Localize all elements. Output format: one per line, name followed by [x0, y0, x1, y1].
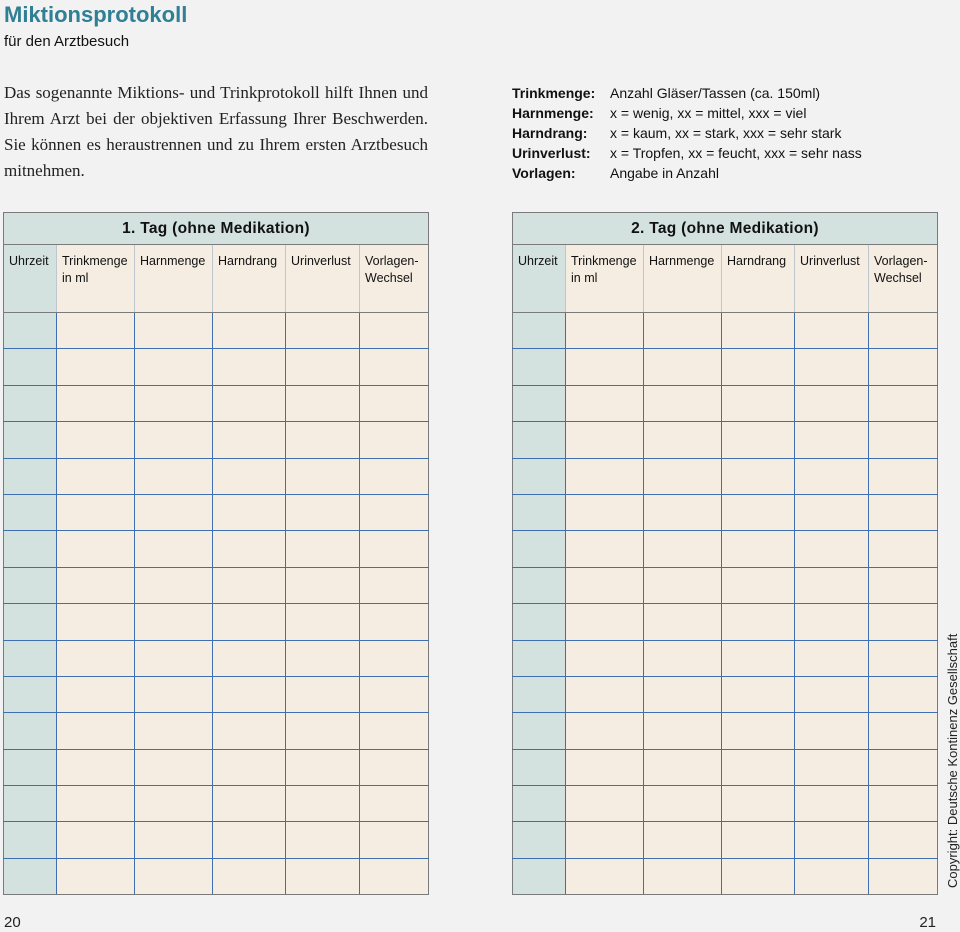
entry-cell[interactable] — [722, 749, 795, 785]
entry-cell[interactable] — [360, 640, 429, 676]
table-row — [4, 567, 429, 603]
entry-cell[interactable] — [644, 786, 722, 822]
entry-cell[interactable] — [360, 749, 429, 785]
entry-cell[interactable] — [286, 458, 360, 494]
entry-cell[interactable] — [135, 313, 213, 349]
entry-cell[interactable] — [644, 822, 722, 858]
entry-cell[interactable] — [360, 531, 429, 567]
entry-cell[interactable] — [513, 385, 566, 421]
entry-cell[interactable] — [360, 494, 429, 530]
entry-cell[interactable] — [135, 858, 213, 894]
legend — [512, 83, 862, 183]
entry-cell[interactable] — [795, 422, 869, 458]
entry-cell[interactable] — [513, 604, 566, 640]
legend-row — [512, 123, 862, 143]
entry-cell[interactable] — [4, 494, 57, 530]
column-header-line-1: Urinverlust — [800, 254, 860, 268]
entry-cell[interactable] — [286, 567, 360, 603]
protocol-table-day-2 — [512, 212, 938, 895]
legend-row — [512, 143, 862, 163]
table-title: 2. Tag (ohne Medikation) — [513, 213, 938, 245]
entry-cell[interactable] — [4, 822, 57, 858]
entry-cell[interactable] — [360, 385, 429, 421]
entry-cell[interactable] — [644, 349, 722, 385]
entry-cell[interactable] — [566, 349, 644, 385]
entry-cell[interactable] — [286, 385, 360, 421]
entry-cell[interactable] — [213, 422, 286, 458]
column-header-line-2: Wechsel — [874, 271, 922, 285]
entry-cell[interactable] — [869, 458, 938, 494]
entry-cell[interactable] — [4, 713, 57, 749]
column-header-harndrang — [213, 245, 286, 313]
entry-cell[interactable] — [4, 385, 57, 421]
entry-cell[interactable] — [869, 822, 938, 858]
entry-cell[interactable] — [795, 531, 869, 567]
entry-cell[interactable] — [57, 313, 135, 349]
entry-cell[interactable] — [644, 531, 722, 567]
column-header-trinkmenge — [566, 245, 644, 313]
entry-cell[interactable] — [360, 786, 429, 822]
entry-cell[interactable] — [566, 858, 644, 894]
legend-key: Vorlagen: — [512, 165, 576, 181]
entry-cell[interactable] — [57, 676, 135, 712]
entry-cell[interactable] — [795, 822, 869, 858]
table-row — [4, 604, 429, 640]
entry-cell[interactable] — [135, 494, 213, 530]
table-row — [513, 494, 938, 530]
entry-cell[interactable] — [213, 640, 286, 676]
entry-cell[interactable] — [360, 713, 429, 749]
entry-cell[interactable] — [513, 567, 566, 603]
entry-cell[interactable] — [566, 749, 644, 785]
entry-cell[interactable] — [644, 458, 722, 494]
legend-row — [512, 163, 862, 183]
column-header-urinverlust — [795, 245, 869, 313]
entry-cell[interactable] — [869, 749, 938, 785]
legend-value: Angabe in Anzahl — [610, 165, 719, 181]
entry-cell[interactable] — [644, 749, 722, 785]
entry-cell[interactable] — [869, 567, 938, 603]
entry-cell[interactable] — [135, 786, 213, 822]
entry-cell[interactable] — [4, 422, 57, 458]
table-row — [513, 713, 938, 749]
entry-cell[interactable] — [566, 786, 644, 822]
entry-cell[interactable] — [566, 531, 644, 567]
column-header-line-1: Harndrang — [218, 254, 278, 268]
entry-cell[interactable] — [644, 422, 722, 458]
legend-row — [512, 103, 862, 123]
column-header-line-1: Uhrzeit — [518, 254, 558, 268]
entry-cell[interactable] — [644, 313, 722, 349]
column-header-line-1: Trinkmenge — [571, 254, 637, 268]
entry-cell[interactable] — [795, 385, 869, 421]
column-header-line-2: Wechsel — [365, 271, 413, 285]
entry-cell[interactable] — [722, 531, 795, 567]
entry-cell[interactable] — [795, 858, 869, 894]
column-header-line-1: Harndrang — [727, 254, 787, 268]
entry-cell[interactable] — [286, 422, 360, 458]
entry-cell[interactable] — [286, 604, 360, 640]
entry-cell[interactable] — [213, 531, 286, 567]
entry-cell[interactable] — [722, 640, 795, 676]
entry-cell[interactable] — [4, 349, 57, 385]
table-row — [513, 676, 938, 712]
entry-cell[interactable] — [566, 422, 644, 458]
entry-cell[interactable] — [213, 604, 286, 640]
entry-cell[interactable] — [513, 422, 566, 458]
entry-cell[interactable] — [4, 640, 57, 676]
entry-cell[interactable] — [135, 676, 213, 712]
entry-cell[interactable] — [213, 349, 286, 385]
entry-cell[interactable] — [135, 604, 213, 640]
table-row — [513, 822, 938, 858]
entry-cell[interactable] — [57, 494, 135, 530]
entry-cell[interactable] — [566, 385, 644, 421]
entry-cell[interactable] — [869, 422, 938, 458]
entry-cell[interactable] — [213, 458, 286, 494]
table-row — [4, 385, 429, 421]
entry-cell[interactable] — [869, 385, 938, 421]
legend-value: Anzahl Gläser/Tassen (ca. 150ml) — [610, 85, 821, 101]
entry-cell[interactable] — [213, 676, 286, 712]
entry-cell[interactable] — [360, 567, 429, 603]
entry-cell[interactable] — [513, 313, 566, 349]
intro-text: Das sogenannte Miktions- und Trinkprotokoll hilft Ihnen und Ihrem Arzt bei der objektiven Erfassung Ihrer Beschwerden. Sie können es heraustrennen und zu Ihrem ersten Arztbesuch mitnehmen. — [4, 83, 428, 180]
entry-cell[interactable] — [286, 640, 360, 676]
table-row — [4, 531, 429, 567]
entry-cell[interactable] — [57, 749, 135, 785]
entry-cell[interactable] — [4, 567, 57, 603]
table-row — [513, 786, 938, 822]
entry-cell[interactable] — [213, 494, 286, 530]
entry-cell[interactable] — [135, 349, 213, 385]
entry-cell[interactable] — [566, 458, 644, 494]
entry-cell[interactable] — [4, 676, 57, 712]
entry-cell[interactable] — [869, 713, 938, 749]
column-header-line-1: Harnmenge — [649, 254, 715, 268]
column-header-line-2: in ml — [62, 271, 89, 285]
entry-cell[interactable] — [869, 313, 938, 349]
entry-cell[interactable] — [57, 422, 135, 458]
entry-cell[interactable] — [722, 385, 795, 421]
entry-cell[interactable] — [644, 494, 722, 530]
entry-cell[interactable] — [566, 494, 644, 530]
entry-cell[interactable] — [869, 349, 938, 385]
entry-cell[interactable] — [566, 676, 644, 712]
entry-cell[interactable] — [566, 640, 644, 676]
entry-cell[interactable] — [4, 786, 57, 822]
entry-cell[interactable] — [722, 604, 795, 640]
entry-cell[interactable] — [722, 786, 795, 822]
table-row — [513, 313, 938, 349]
entry-cell[interactable] — [722, 713, 795, 749]
entry-cell[interactable] — [722, 676, 795, 712]
entry-cell[interactable] — [286, 858, 360, 894]
entry-cell[interactable] — [4, 858, 57, 894]
entry-cell[interactable] — [644, 385, 722, 421]
entry-cell[interactable] — [57, 604, 135, 640]
entry-cell[interactable] — [360, 313, 429, 349]
table-row — [4, 458, 429, 494]
entry-cell[interactable] — [644, 858, 722, 894]
table-row — [4, 676, 429, 712]
entry-cell[interactable] — [286, 749, 360, 785]
table-row — [4, 786, 429, 822]
entry-cell[interactable] — [513, 494, 566, 530]
table-row — [513, 385, 938, 421]
column-header-vorlagen — [360, 245, 429, 313]
entry-cell[interactable] — [869, 604, 938, 640]
entry-cell[interactable] — [795, 567, 869, 603]
entry-cell[interactable] — [135, 531, 213, 567]
legend-row — [512, 83, 862, 103]
entry-cell[interactable] — [57, 567, 135, 603]
entry-cell[interactable] — [795, 494, 869, 530]
column-header-line-2: in ml — [571, 271, 598, 285]
column-header-vorlagen — [869, 245, 938, 313]
entry-cell[interactable] — [722, 458, 795, 494]
column-header-urinverlust — [286, 245, 360, 313]
entry-cell[interactable] — [286, 313, 360, 349]
entry-cell[interactable] — [644, 567, 722, 603]
entry-cell[interactable] — [513, 858, 566, 894]
table-row — [4, 858, 429, 894]
entry-cell[interactable] — [722, 567, 795, 603]
entry-cell[interactable] — [57, 713, 135, 749]
entry-cell[interactable] — [360, 858, 429, 894]
column-header-line-1: Vorlagen- — [365, 254, 419, 268]
entry-cell[interactable] — [795, 749, 869, 785]
entry-cell[interactable] — [135, 713, 213, 749]
entry-cell[interactable] — [644, 713, 722, 749]
entry-cell[interactable] — [360, 676, 429, 712]
table-row — [4, 349, 429, 385]
table-row — [513, 858, 938, 894]
entry-cell[interactable] — [869, 676, 938, 712]
entry-cell[interactable] — [213, 786, 286, 822]
column-header-trinkmenge — [57, 245, 135, 313]
entry-cell[interactable] — [869, 640, 938, 676]
entry-cell[interactable] — [135, 385, 213, 421]
entry-cell[interactable] — [57, 858, 135, 894]
entry-cell[interactable] — [869, 531, 938, 567]
entry-cell[interactable] — [513, 822, 566, 858]
entry-cell[interactable] — [566, 713, 644, 749]
entry-cell[interactable] — [286, 349, 360, 385]
column-header-harnmenge — [135, 245, 213, 313]
table-row — [4, 494, 429, 530]
entry-cell[interactable] — [360, 604, 429, 640]
protocol-table-day-1 — [3, 212, 429, 895]
table-body — [4, 313, 429, 895]
entry-cell[interactable] — [722, 313, 795, 349]
entry-cell[interactable] — [360, 349, 429, 385]
page-number-left: 20 — [4, 914, 21, 931]
entry-cell[interactable] — [286, 786, 360, 822]
entry-cell[interactable] — [135, 458, 213, 494]
entry-cell[interactable] — [57, 822, 135, 858]
entry-cell[interactable] — [795, 640, 869, 676]
entry-cell[interactable] — [869, 494, 938, 530]
entry-cell[interactable] — [57, 458, 135, 494]
entry-cell[interactable] — [4, 531, 57, 567]
entry-cell[interactable] — [213, 385, 286, 421]
entry-cell[interactable] — [57, 786, 135, 822]
entry-cell[interactable] — [513, 458, 566, 494]
column-header-line-1: Trinkmenge — [62, 254, 128, 268]
page-title: Miktionsprotokoll — [4, 2, 188, 27]
entry-cell[interactable] — [57, 349, 135, 385]
copyright-note: Copyright: Deutsche Kontinenz Gesellschaft — [945, 633, 960, 888]
legend-value: x = wenig, xx = mittel, xxx = viel — [610, 105, 807, 121]
column-header-uhrzeit — [4, 245, 57, 313]
entry-cell[interactable] — [4, 749, 57, 785]
entry-cell[interactable] — [57, 385, 135, 421]
entry-cell[interactable] — [286, 494, 360, 530]
entry-cell[interactable] — [644, 604, 722, 640]
entry-cell[interactable] — [57, 640, 135, 676]
entry-cell[interactable] — [135, 749, 213, 785]
entry-cell[interactable] — [4, 313, 57, 349]
table-row — [513, 567, 938, 603]
column-header-uhrzeit — [513, 245, 566, 313]
entry-cell[interactable] — [57, 531, 135, 567]
entry-cell[interactable] — [360, 458, 429, 494]
table-title: 1. Tag (ohne Medikation) — [4, 213, 429, 245]
entry-cell[interactable] — [795, 604, 869, 640]
column-header-line-1: Uhrzeit — [9, 254, 49, 268]
entry-cell[interactable] — [213, 749, 286, 785]
entry-cell[interactable] — [722, 858, 795, 894]
entry-cell[interactable] — [360, 822, 429, 858]
entry-cell[interactable] — [722, 422, 795, 458]
column-header-line-1: Vorlagen- — [874, 254, 928, 268]
entry-cell[interactable] — [4, 604, 57, 640]
entry-cell[interactable] — [286, 713, 360, 749]
table-row — [513, 422, 938, 458]
entry-cell[interactable] — [513, 713, 566, 749]
entry-cell[interactable] — [513, 676, 566, 712]
entry-cell[interactable] — [360, 422, 429, 458]
page-number-right: 21 — [919, 914, 936, 931]
entry-cell[interactable] — [135, 822, 213, 858]
entry-cell[interactable] — [513, 349, 566, 385]
table-row — [4, 640, 429, 676]
entry-cell[interactable] — [795, 713, 869, 749]
entry-cell[interactable] — [722, 349, 795, 385]
entry-cell[interactable] — [213, 313, 286, 349]
entry-cell[interactable] — [135, 640, 213, 676]
entry-cell[interactable] — [722, 822, 795, 858]
table-row — [4, 422, 429, 458]
legend-key: Urinverlust: — [512, 145, 591, 161]
legend-key: Trinkmenge: — [512, 85, 596, 101]
entry-cell[interactable] — [795, 349, 869, 385]
legend-value: x = Tropfen, xx = feucht, xxx = sehr nass — [610, 145, 862, 161]
entry-cell[interactable] — [213, 858, 286, 894]
table-row — [4, 313, 429, 349]
table-row — [4, 713, 429, 749]
table-row — [513, 458, 938, 494]
column-header-line-1: Harnmenge — [140, 254, 206, 268]
entry-cell[interactable] — [566, 313, 644, 349]
table-row — [513, 640, 938, 676]
entry-cell[interactable] — [566, 604, 644, 640]
table-row — [513, 749, 938, 785]
entry-cell[interactable] — [795, 676, 869, 712]
table-row — [513, 604, 938, 640]
entry-cell[interactable] — [213, 567, 286, 603]
table-row — [513, 531, 938, 567]
entry-cell[interactable] — [644, 676, 722, 712]
entry-cell[interactable] — [286, 822, 360, 858]
page-subtitle: für den Arztbesuch — [4, 33, 130, 50]
column-header-harndrang — [722, 245, 795, 313]
entry-cell[interactable] — [135, 422, 213, 458]
entry-cell[interactable] — [286, 676, 360, 712]
entry-cell[interactable] — [213, 713, 286, 749]
table-row — [513, 349, 938, 385]
entry-cell[interactable] — [644, 640, 722, 676]
table-body — [513, 313, 938, 895]
table-row — [4, 749, 429, 785]
entry-cell[interactable] — [513, 749, 566, 785]
entry-cell[interactable] — [4, 458, 57, 494]
entry-cell[interactable] — [795, 786, 869, 822]
entry-cell[interactable] — [513, 786, 566, 822]
entry-cell[interactable] — [869, 858, 938, 894]
entry-cell[interactable] — [135, 567, 213, 603]
entry-cell[interactable] — [795, 313, 869, 349]
entry-cell[interactable] — [566, 567, 644, 603]
entry-cell[interactable] — [566, 822, 644, 858]
entry-cell[interactable] — [513, 531, 566, 567]
entry-cell[interactable] — [795, 458, 869, 494]
legend-value: x = kaum, xx = stark, xxx = sehr stark — [610, 125, 842, 141]
entry-cell[interactable] — [513, 640, 566, 676]
entry-cell[interactable] — [286, 531, 360, 567]
entry-cell[interactable] — [722, 494, 795, 530]
column-header-line-1: Urinverlust — [291, 254, 351, 268]
column-header-harnmenge — [644, 245, 722, 313]
legend-key: Harndrang: — [512, 125, 588, 141]
entry-cell[interactable] — [213, 822, 286, 858]
entry-cell[interactable] — [869, 786, 938, 822]
legend-key: Harnmenge: — [512, 105, 594, 121]
table-row — [4, 822, 429, 858]
